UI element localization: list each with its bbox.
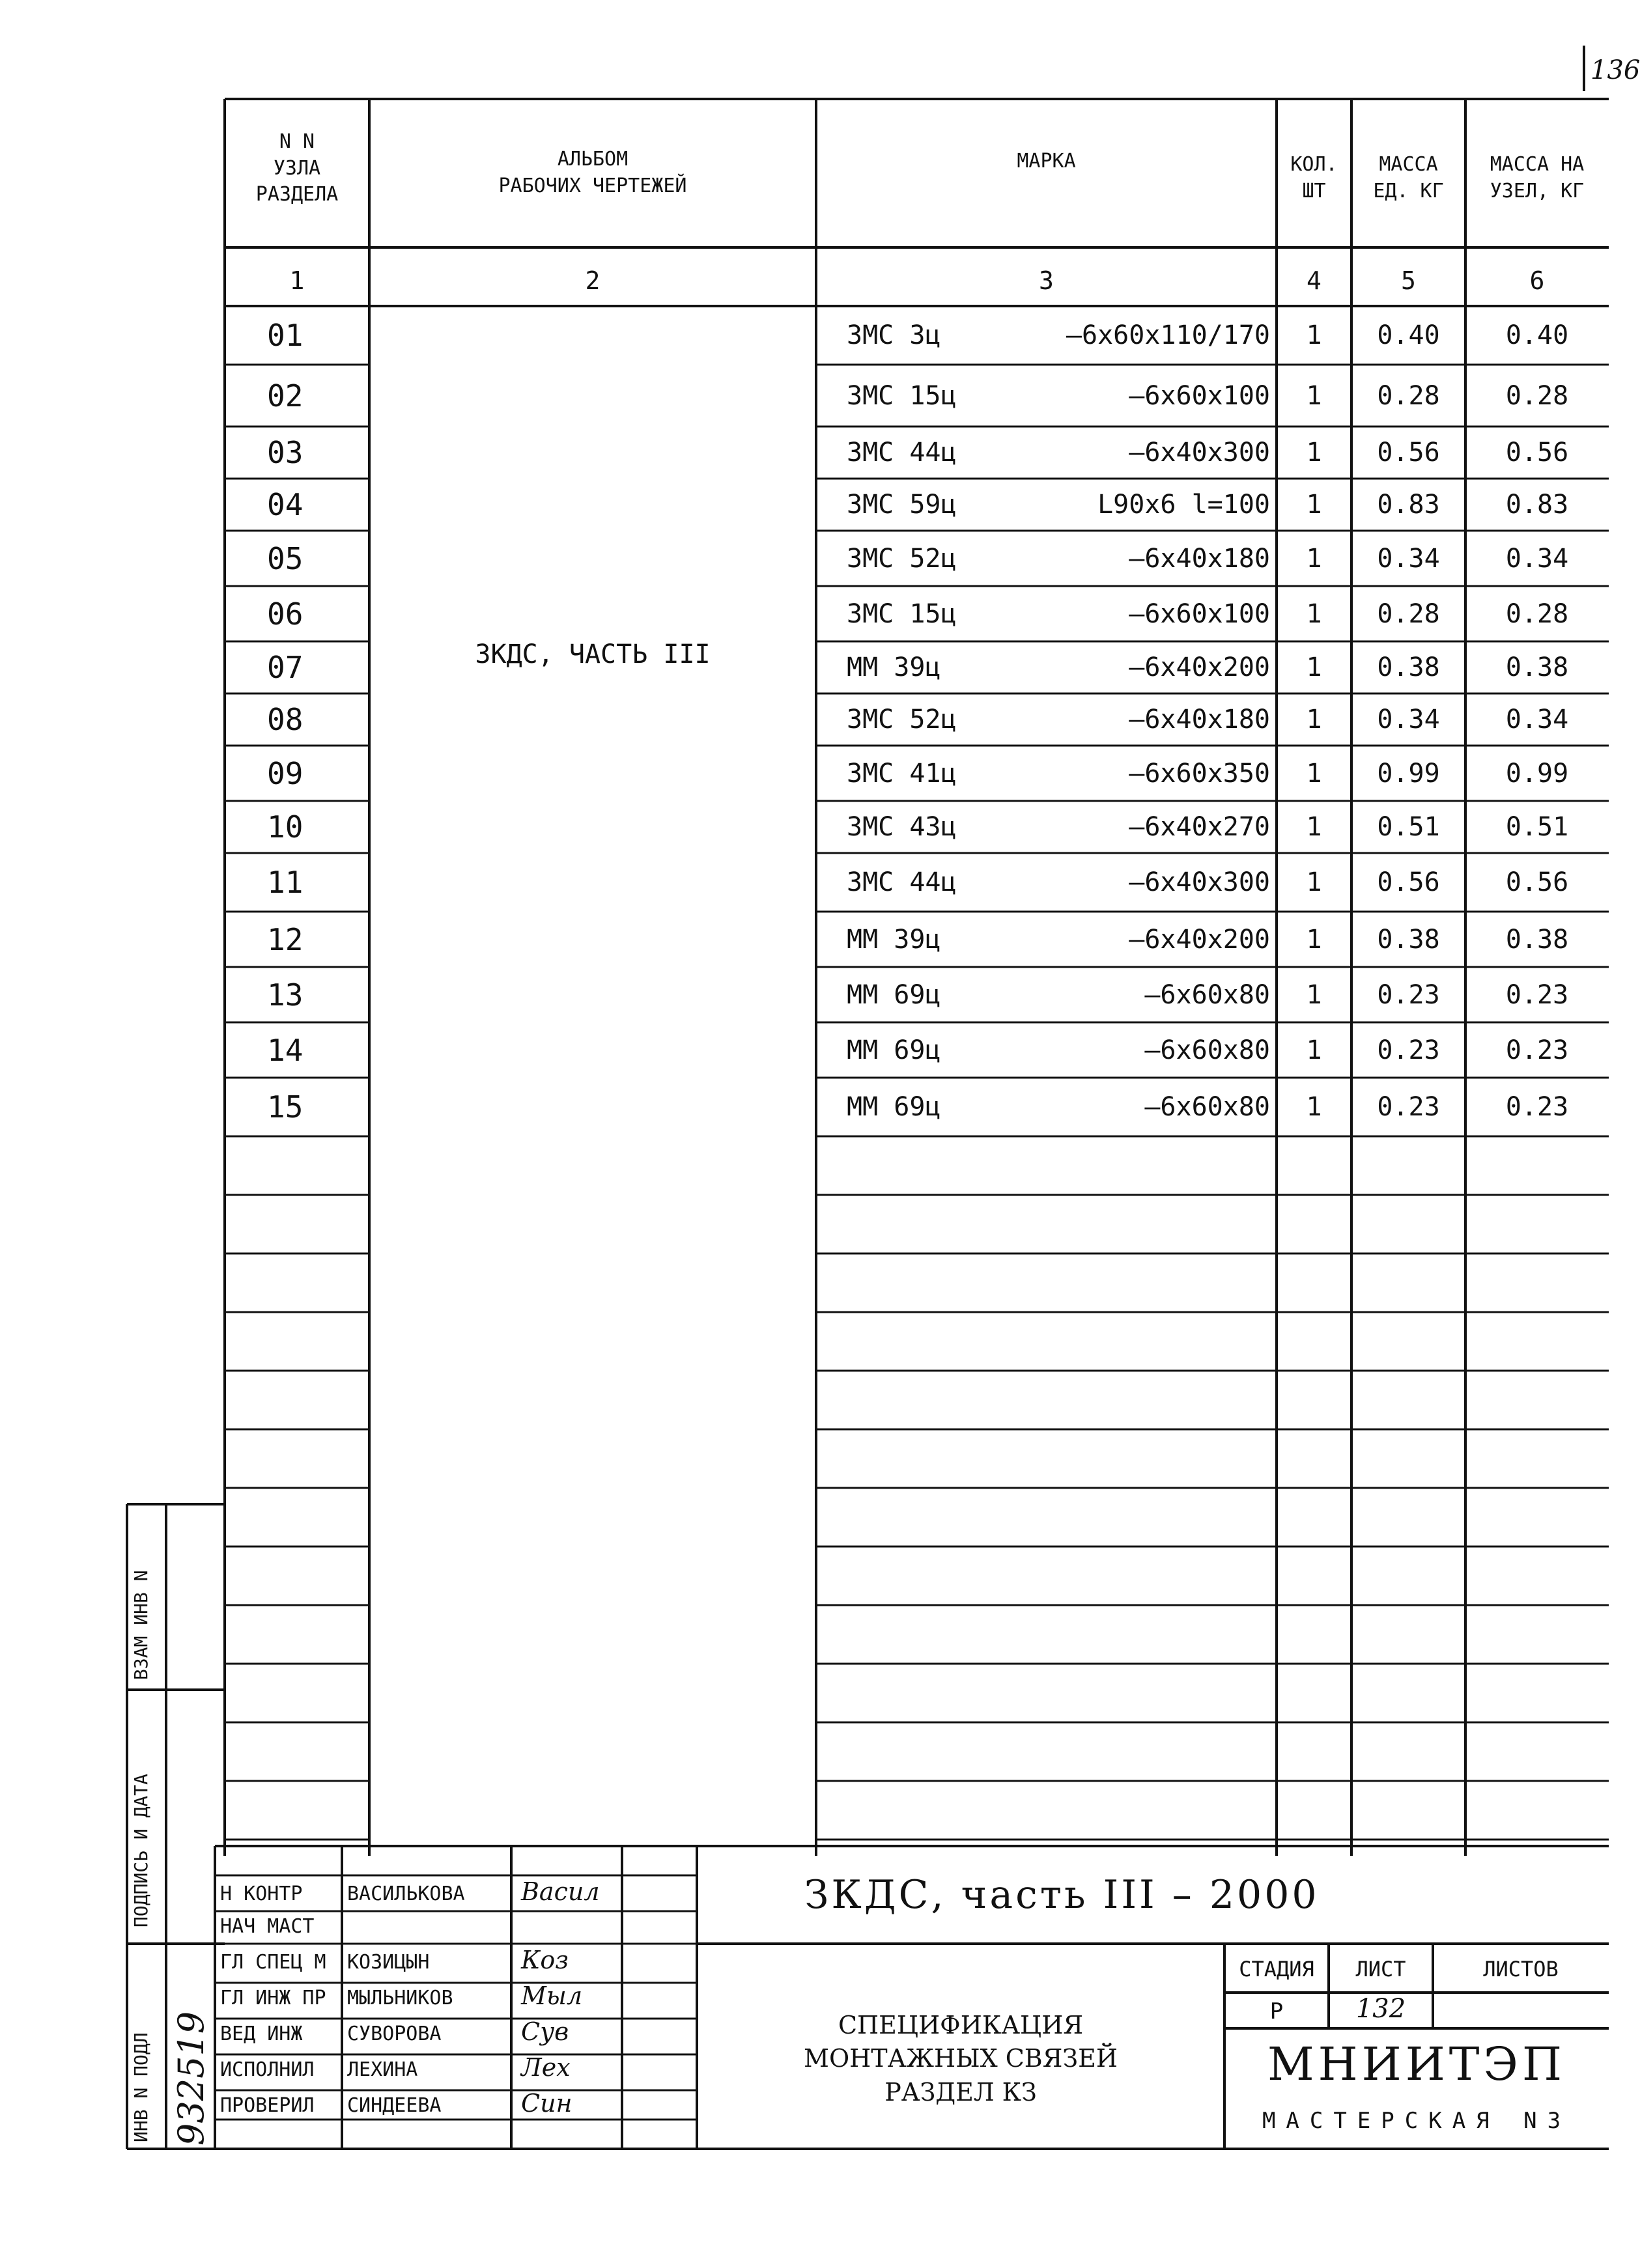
row-qty: 1 <box>1306 979 1322 1010</box>
workshop-name: МАСТЕРСКАЯ N3 <box>1262 2108 1572 2134</box>
row-mark: ЗМС 52ц <box>847 543 957 574</box>
stage-value: Р <box>1269 1998 1284 2024</box>
person-role: ПРОВЕРИЛ <box>220 2094 315 2117</box>
person-signature: Мыл <box>521 1981 583 2010</box>
row-mass-unit: 0.40 <box>1377 320 1440 350</box>
row-mass-unit: 0.23 <box>1377 1092 1440 1122</box>
row-mass-node: 0.38 <box>1505 652 1569 682</box>
row-mark: ЗМС 15ц <box>847 598 957 629</box>
row-mass-node: 0.23 <box>1505 1092 1569 1122</box>
row-qty: 1 <box>1306 543 1322 574</box>
col-number: 2 <box>585 266 601 295</box>
row-size: L90х6 l=100 <box>1097 490 1270 520</box>
row-mass-unit: 0.23 <box>1377 1035 1440 1065</box>
row-size: –6х40х180 <box>1129 705 1270 735</box>
person-name: СУВОРОВА <box>347 2023 442 2045</box>
person-role: ГЛ ИНЖ ПР <box>220 1987 326 2009</box>
col-number: 6 <box>1529 266 1545 295</box>
row-size: –6х60х350 <box>1129 758 1270 789</box>
row-mass-unit: 0.83 <box>1377 490 1440 520</box>
row-node: 13 <box>267 977 304 1013</box>
row-mass-node: 0.38 <box>1505 924 1569 955</box>
row-node: 01 <box>267 318 304 353</box>
row-mass-unit: 0.34 <box>1377 543 1440 574</box>
row-mark: ММ 69ц <box>847 1092 941 1122</box>
row-mark: ЗМС 41ц <box>847 758 957 789</box>
row-mark: ММ 39ц <box>847 924 941 955</box>
row-mark: ЗМС 59ц <box>847 490 957 520</box>
person-role: ВЕД ИНЖ <box>220 2023 303 2045</box>
row-qty: 1 <box>1306 598 1322 629</box>
row-qty: 1 <box>1306 1092 1322 1122</box>
header-mass-node: МАССА НА УЗЕЛ, КГ <box>1490 153 1585 203</box>
row-mass-unit: 0.99 <box>1377 758 1440 789</box>
row-mass-node: 0.51 <box>1505 812 1569 842</box>
row-node: 05 <box>267 540 304 576</box>
row-mass-unit: 0.51 <box>1377 812 1440 842</box>
row-mark: ММ 39ц <box>847 652 941 682</box>
row-qty: 1 <box>1306 652 1322 682</box>
side-label-inv-podl: ИНВ N ПОДЛ <box>130 2032 152 2142</box>
document-title: СПЕЦИФИКАЦИЯ МОНТАЖНЫХ СВЯЗЕЙ РАЗДЕЛ КЗ <box>804 2011 1118 2107</box>
sheet-label: ЛИСТ <box>1355 1957 1406 1981</box>
row-qty: 1 <box>1306 1035 1322 1065</box>
row-mass-node: 0.23 <box>1505 979 1569 1010</box>
person-name: ЛЕХИНА <box>347 2058 418 2081</box>
sheets-label: ЛИСТОВ <box>1483 1957 1559 1981</box>
row-qty: 1 <box>1306 705 1322 735</box>
row-qty: 1 <box>1306 812 1322 842</box>
row-mass-unit: 0.34 <box>1377 705 1440 735</box>
person-name: КОЗИЦЫН <box>347 1951 430 1974</box>
row-mass-node: 0.28 <box>1505 380 1569 411</box>
row-size: –6х60х80 <box>1144 1092 1270 1122</box>
row-mass-node: 0.23 <box>1505 1035 1569 1065</box>
side-label-podpis-data: ПОДПИСЬ И ДАТА <box>130 1773 152 1927</box>
row-node: 06 <box>267 596 304 632</box>
row-mass-node: 0.56 <box>1505 867 1569 897</box>
col-number: 5 <box>1401 266 1416 295</box>
header-album: АЛЬБОМ РАБОЧИХ ЧЕРТЕЖЕЙ <box>498 148 687 197</box>
row-mark: ЗМС 15ц <box>847 380 957 411</box>
person-signature: Сув <box>521 2017 569 2046</box>
row-mass-node: 0.40 <box>1505 320 1569 350</box>
row-mass-node: 0.99 <box>1505 758 1569 789</box>
project-title: ЗКДС, часть III – 2000 <box>804 1872 1320 1918</box>
row-size: –6х60х100 <box>1129 380 1270 411</box>
person-signature: Коз <box>521 1946 569 1974</box>
row-size: –6х40х200 <box>1129 924 1270 955</box>
row-node: 04 <box>267 487 304 522</box>
row-mass-node: 0.83 <box>1505 490 1569 520</box>
row-qty: 1 <box>1306 380 1322 411</box>
col-number: 1 <box>289 266 305 295</box>
row-mass-node: 0.34 <box>1505 543 1569 574</box>
person-signature: Васил <box>521 1877 600 1906</box>
row-size: –6х60х110/170 <box>1066 320 1270 350</box>
row-size: –6х40х180 <box>1129 543 1270 574</box>
person-role: Н КОНТР <box>220 1883 303 1905</box>
stage-label: СТАДИЯ <box>1239 1957 1314 1981</box>
row-mass-node: 0.34 <box>1505 705 1569 735</box>
row-node: 12 <box>267 921 304 957</box>
row-mark: ЗМС 3ц <box>847 320 941 350</box>
row-mass-unit: 0.56 <box>1377 867 1440 897</box>
row-size: –6х60х100 <box>1129 598 1270 629</box>
person-role: ГЛ СПЕЦ М <box>220 1951 326 1974</box>
row-size: –6х60х80 <box>1144 979 1270 1010</box>
page-number: 136 <box>1591 55 1640 85</box>
row-size: –6х40х300 <box>1129 438 1270 468</box>
row-node: 02 <box>267 378 304 413</box>
row-mass-unit: 0.38 <box>1377 652 1440 682</box>
row-mass-unit: 0.23 <box>1377 979 1440 1010</box>
person-role: НАЧ МАСТ <box>220 1915 315 1938</box>
row-node: 11 <box>267 865 304 900</box>
row-size: –6х40х200 <box>1129 652 1270 682</box>
row-size: –6х40х270 <box>1129 812 1270 842</box>
header-qty: КОЛ. ШТ <box>1290 153 1338 203</box>
row-qty: 1 <box>1306 867 1322 897</box>
row-size: –6х40х300 <box>1129 867 1270 897</box>
row-mass-unit: 0.56 <box>1377 438 1440 468</box>
col-number: 4 <box>1307 266 1322 295</box>
row-node: 10 <box>267 809 304 845</box>
organization-name: МНИИТЭП <box>1267 2037 1566 2091</box>
row-mass-unit: 0.38 <box>1377 924 1440 955</box>
col-number: 3 <box>1039 266 1054 295</box>
album-name: ЗКДС, ЧАСТЬ III <box>475 639 711 669</box>
row-mark: ММ 69ц <box>847 979 941 1010</box>
row-mass-unit: 0.28 <box>1377 380 1440 411</box>
row-mass-unit: 0.28 <box>1377 598 1440 629</box>
row-qty: 1 <box>1306 438 1322 468</box>
row-qty: 1 <box>1306 924 1322 955</box>
row-node: 08 <box>267 702 304 737</box>
person-signature: Син <box>521 2089 573 2118</box>
row-mass-node: 0.28 <box>1505 598 1569 629</box>
row-mark: ЗМС 44ц <box>847 438 957 468</box>
side-label-vzam-inv: ВЗАМ ИНВ N <box>130 1570 152 1680</box>
row-mark: ЗМС 43ц <box>847 812 957 842</box>
row-node: 07 <box>267 650 304 685</box>
row-node: 14 <box>267 1032 304 1068</box>
row-mark: ЗМС 44ц <box>847 867 957 897</box>
person-role: ИСПОЛНИЛ <box>220 2058 315 2081</box>
row-size: –6х60х80 <box>1144 1035 1270 1065</box>
header-mark: МАРКА <box>1017 150 1076 173</box>
row-node: 09 <box>267 755 304 791</box>
person-signature: Лех <box>521 2053 571 2082</box>
row-node: 03 <box>267 435 304 470</box>
header-node: N N УЗЛА РАЗДЕЛА <box>255 130 339 206</box>
inventory-number: 932519 <box>171 2011 212 2146</box>
row-node: 15 <box>267 1089 304 1125</box>
row-mark: ММ 69ц <box>847 1035 941 1065</box>
person-name: СИНДЕЕВА <box>347 2094 442 2117</box>
row-qty: 1 <box>1306 758 1322 789</box>
sheet-value: 132 <box>1355 1994 1406 2024</box>
row-mark: ЗМС 52ц <box>847 705 957 735</box>
row-qty: 1 <box>1306 490 1322 520</box>
person-name: ВАСИЛЬКОВА <box>347 1883 465 1905</box>
row-mass-node: 0.56 <box>1505 438 1569 468</box>
header-mass-unit: МАССА ЕД. КГ <box>1373 153 1444 203</box>
person-name: МЫЛЬНИКОВ <box>347 1987 453 2009</box>
row-qty: 1 <box>1306 320 1322 350</box>
